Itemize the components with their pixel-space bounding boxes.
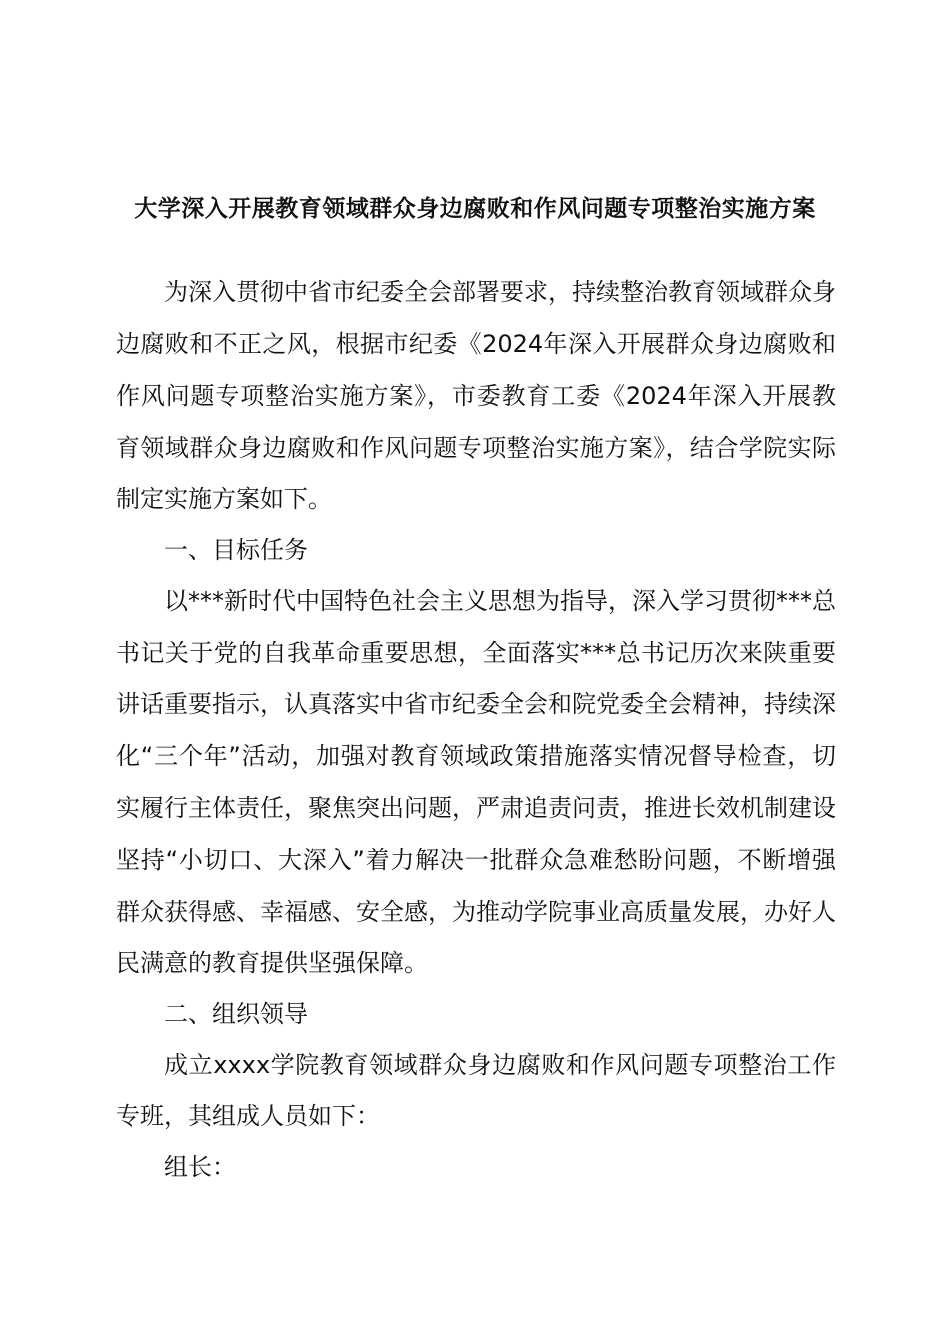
intro-line-1: 为深入贯彻中省市纪委全会部署要求，持续整治教育领域群众身 <box>164 278 836 306</box>
intro-line-4: 育领域群众身边腐败和作风问题专项整治实施方案》，结合学院实际 <box>116 434 836 462</box>
section-1-line-2: 书记关于党的自我革命重要思想，全面落实***总书记历次来陕重要 <box>116 639 836 667</box>
document-title: 大学深入开展教育领域群众身边腐败和作风问题专项整治实施方案 <box>134 196 816 222</box>
section-1-line-3: 讲话重要指示，认真落实中省市纪委全会和院党委全会精神，持续深 <box>116 690 836 718</box>
intro-line-3: 作风问题专项整治实施方案》，市委教育工委《2024年深入开展教 <box>116 382 836 410</box>
intro-line-5: 制定实施方案如下。 <box>116 485 332 513</box>
section-2-line-1: 成立xxxx学院教育领域群众身边腐败和作风问题专项整治工作 <box>164 1051 836 1079</box>
leader-label: 组长： <box>164 1153 236 1181</box>
section-1-line-1: 以***新时代中国特色社会主义思想为指导，深入学习贯彻***总 <box>164 587 836 615</box>
section-2-heading: 二、组织领导 <box>164 1000 308 1028</box>
section-1-line-8: 民满意的教育提供坚强保障。 <box>116 949 428 977</box>
section-1-line-6: 坚持“小切口、大深入”着力解决一批群众急难愁盼问题，不断增强 <box>116 846 836 874</box>
intro-line-2: 边腐败和不正之风，根据市纪委《2024年深入开展群众身边腐败和 <box>116 330 836 358</box>
section-1-line-4: 化“三个年”活动，加强对教育领域政策措施落实情况督导检查，切 <box>116 742 836 770</box>
section-1-heading: 一、目标任务 <box>164 536 308 564</box>
section-1-line-7: 群众获得感、幸福感、安全感，为推动学院事业高质量发展，办好人 <box>116 898 836 926</box>
section-1-line-5: 实履行主体责任，聚焦突出问题，严肃追责问责，推进长效机制建设 <box>116 794 836 822</box>
section-2-line-2: 专班，其组成人员如下： <box>116 1102 380 1130</box>
